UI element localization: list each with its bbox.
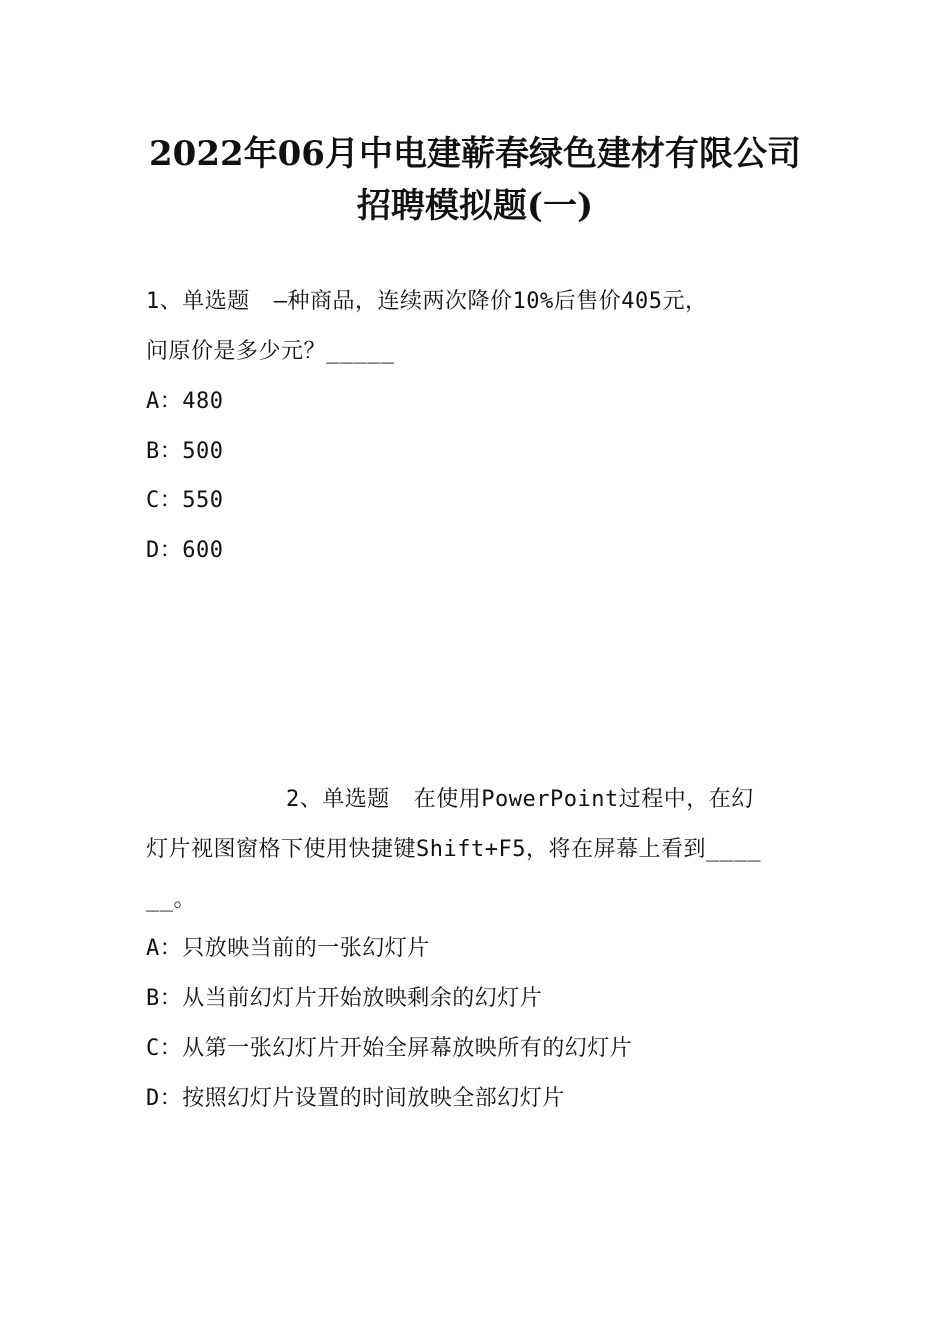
question-1-option-c: C：550: [146, 488, 224, 513]
question-2-stem-line-2: 灯片视图窗格下使用快捷键Shift+F5，将在屏幕上看到____: [146, 837, 761, 862]
question-1-stem: [146, 288, 707, 316]
question-2-stem: [286, 786, 754, 814]
question-2-option-d: D：按照幻灯片设置的时间放映全部幻灯片: [146, 1086, 565, 1111]
question-2-number: 2、: [286, 787, 323, 812]
document-title-line-1: 2022年06月中电建蕲春绿色建材有限公司: [149, 134, 801, 174]
question-2-stem-line-3: __。: [146, 887, 196, 912]
document-title-line-2: 招聘模拟题(一): [356, 186, 594, 226]
question-2-option-c: C：从第一张幻灯片开始全屏幕放映所有的幻灯片: [146, 1036, 633, 1061]
question-2-option-a: A：只放映当前的一张幻灯片: [146, 936, 430, 961]
question-1-option-d: D：600: [146, 538, 224, 563]
question-2-option-b: B：从当前幻灯片开始放映剩余的幻灯片: [146, 986, 543, 1011]
question-1-stem-line-1: —种商品，连续两次降价10%后售价405元，: [273, 289, 708, 314]
question-1-option-a: A：480: [146, 389, 224, 414]
question-1-type: 单选题: [182, 289, 250, 314]
question-1-number: 1、: [146, 289, 183, 314]
question-2-type: 单选题: [322, 787, 390, 812]
question-1-option-b: B：500: [146, 439, 224, 464]
question-2-stem-line-1: 在使用PowerPoint过程中，在幻: [413, 787, 754, 812]
question-1-stem-line-2: 问原价是多少元？_____: [146, 339, 395, 364]
